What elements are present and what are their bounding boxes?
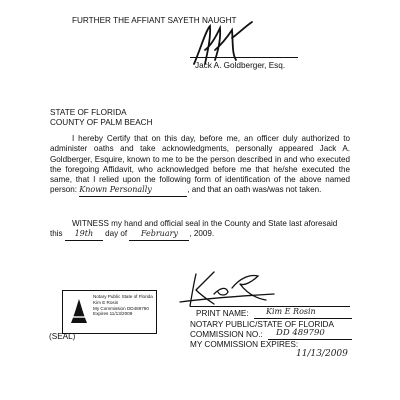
notary-title: NOTARY PUBLIC/STATE OF FLORIDA — [190, 320, 334, 329]
witness-text-1: WITNESS my hand and official seal in the County and State last aforesaid — [72, 219, 338, 228]
print-name-underline — [254, 318, 352, 319]
certification-paragraph — [50, 134, 350, 197]
witness-paragraph — [50, 219, 350, 241]
witness-this-label: this — [50, 229, 63, 239]
notary-seal-icon — [67, 297, 91, 325]
affiant-signature-line — [190, 57, 298, 58]
notary-signature — [170, 268, 280, 310]
witness-day-of-label: day of — [105, 229, 128, 239]
stamp-line-1: Notary Public State of Florida — [93, 294, 153, 299]
expires-label: MY COMMISSION EXPIRES: — [190, 340, 299, 349]
witness-year: , 2009. — [189, 229, 215, 239]
affiant-name: Jack A. Goldberger, Esq. — [195, 61, 286, 70]
commission-label: COMMISSION NO.: — [190, 330, 263, 339]
closing-line: FURTHER THE AFFIANT SAYETH NAUGHT — [72, 16, 237, 25]
notary-stamp — [62, 290, 157, 334]
identification-handwritten: Known Personally — [79, 185, 152, 195]
witness-day-handwritten: 19th — [74, 229, 94, 239]
witness-month-handwritten: February — [140, 229, 178, 239]
stamp-line-2: Kim E Rosin — [93, 299, 119, 305]
stamp-text — [93, 294, 153, 317]
commission-handwritten: DD 489790 — [276, 328, 325, 338]
certification-text-1: I hereby Certify that on this day, before me, an officer duly authorized to administer oaths and take acknowledgments, personally appeared Jack A. Goldberger, Esquire, known to me to be the person described in and who executed the foregoing Affidavit, who acknowledged before me that he/she executed the same, that I relied upon the following form of identification of the above named person: — [50, 134, 350, 195]
certification-text-2: , and that an oath was/was not taken. — [187, 185, 322, 195]
print-name-handwritten: Kim E Rosin — [266, 307, 316, 316]
stamp-line-4: Expires 11/13/2009 — [93, 311, 133, 317]
seal-label: (SEAL) — [49, 332, 76, 341]
print-name-label: PRINT NAME: — [196, 309, 249, 318]
expires-handwritten: 11/13/2009 — [296, 349, 348, 359]
stamp-line-3: My Commission DD489790 — [93, 305, 149, 311]
venue-state: STATE OF FLORIDA — [50, 108, 127, 117]
venue-county: COUNTY OF PALM BEACH — [50, 118, 153, 127]
